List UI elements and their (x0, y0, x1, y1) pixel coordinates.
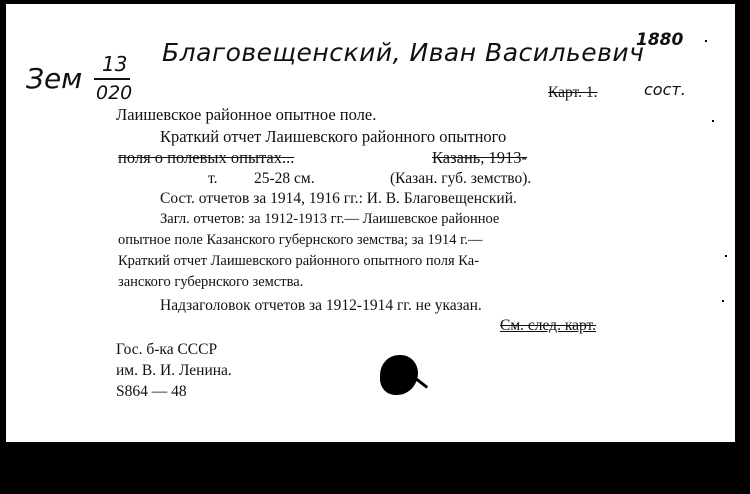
scan-border-left (0, 0, 6, 494)
titles-line-4: занского губернского земства. (118, 274, 304, 290)
titles-line-2: опытное поле Казанского губернского земства; за 1914 г.— (118, 232, 483, 248)
library-line-1: Гос. б-ка СССР (116, 341, 218, 358)
library-line-2: им. В. И. Ленина. (116, 362, 232, 379)
author-birth-year: 1880 (636, 30, 684, 50)
scan-speck (722, 300, 724, 302)
shelf-code-bottom: 020 (96, 82, 133, 104)
scan-speck (712, 120, 714, 122)
scan-border-right (735, 0, 750, 494)
titles-line-1: Загл. отчетов: за 1912-1913 гг.— Лаишевское районное (160, 211, 500, 227)
compilers: Сост. отчетов за 1914, 1916 гг.: И. В. Благовещенский. (160, 190, 517, 207)
card-heading: Лаишевское районное опытное поле. (116, 105, 377, 124)
report-title-line-1: Краткий отчет Лаишевского районного опытного (160, 127, 507, 146)
titles-line-3: Краткий отчет Лаишевского районного опытного поля Ка- (118, 253, 480, 269)
volume-label: т. (208, 170, 218, 187)
see-next-card: См. след. карт. (500, 317, 597, 334)
note: Надзаголовок отчетов за 1912-1914 гг. не указан. (160, 297, 482, 314)
scan-speck (705, 40, 707, 42)
scan-border-bottom (0, 442, 750, 494)
shelf-code-top: 13 (102, 52, 128, 76)
scan-border-top (0, 0, 750, 4)
card-number: Карт. 1. (548, 84, 598, 101)
series: (Казан. губ. земство). (390, 170, 532, 187)
report-title-line-2: поля о полевых опытах... (118, 148, 295, 167)
author-role: сост. (644, 80, 686, 99)
library-code: S864 — 48 (116, 383, 187, 400)
shelf-code-fraction-line (94, 78, 130, 80)
size: 25-28 см. (254, 170, 315, 187)
author-name-handwritten: Благовещенский, Иван Васильевич (162, 38, 645, 67)
scan-speck (725, 255, 727, 257)
shelf-code-prefix: Зем (26, 62, 83, 95)
place-year: Казань, 1913- (432, 148, 528, 167)
